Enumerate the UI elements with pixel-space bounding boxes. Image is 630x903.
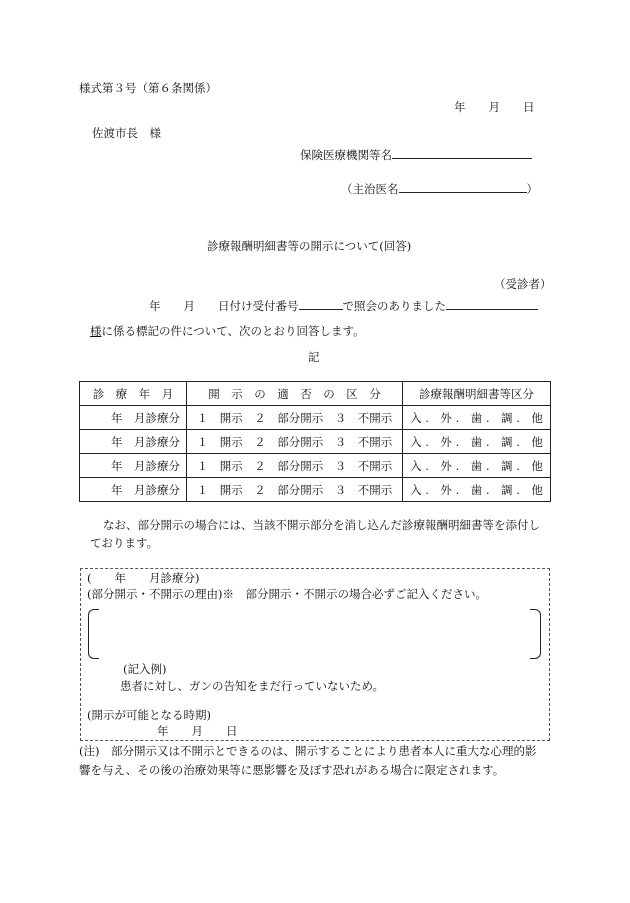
inquiry-middle: で照会のありました	[342, 299, 446, 313]
example-label: (記入例)	[123, 662, 167, 676]
institution-blank-line	[392, 146, 532, 159]
reply-line	[90, 323, 365, 339]
disclosure-decision-cell: １ 開示 ２ 部分開示 ３ 不開示	[187, 478, 403, 502]
doctor-blank-line	[399, 180, 527, 193]
table-row	[80, 430, 551, 454]
date-line: 年 月 日	[454, 100, 535, 114]
doctor-name-field	[341, 180, 538, 197]
treatment-month-cell: 年 月診療分	[80, 454, 187, 478]
partial-disclosure-note-line2: ております。	[90, 536, 159, 550]
table-row	[80, 406, 551, 430]
ki-heading: 記	[308, 350, 320, 364]
reply-text: に係る標記の件について、次のとおり回答します。	[101, 324, 365, 338]
partial-disclosure-note-line1: なお、部分開示の場合には、当該不開示部分を消し込んだ診療報酬明細書等を添付し	[103, 518, 540, 532]
statement-category-cell: 入 . 外 . 歯 . 調 . 他	[403, 478, 551, 502]
table-row	[80, 454, 551, 478]
inquiry-line	[149, 297, 538, 314]
doctor-label-open: （主治医名	[341, 182, 399, 196]
disclosure-decision-cell: １ 開示 ２ 部分開示 ３ 不開示	[187, 406, 403, 430]
header-disclosure-decision: 開 示 の 適 否 の 区 分	[187, 382, 403, 406]
disclosure-decision-cell: １ 開示 ２ 部分開示 ３ 不開示	[187, 454, 403, 478]
treatment-month-cell: 年 月診療分	[80, 430, 187, 454]
table-header-row	[80, 382, 551, 406]
footnote-line2: 響を与え、その後の治療効果等に悪影響を及ぼす恐れがある場合に限定されます。	[79, 763, 505, 777]
doctor-label-close: ）	[526, 182, 538, 196]
reason-bracket-right	[530, 609, 541, 659]
institution-label: 保険医療機関等名	[300, 148, 392, 162]
treatment-month-cell: 年 月診療分	[80, 478, 187, 502]
patient-label: （受診者）	[494, 277, 552, 291]
statement-category-cell: 入 . 外 . 歯 . 調 . 他	[403, 430, 551, 454]
possible-time-label: (開示が可能となる時期)	[87, 708, 211, 722]
treatment-month-cell: 年 月診療分	[80, 406, 187, 430]
example-text: 患者に対し、ガンの告知をまだ行っていないため。	[120, 679, 385, 693]
addressee: 佐渡市長 様	[92, 126, 161, 140]
statement-category-cell: 入 . 外 . 歯 . 調 . 他	[403, 454, 551, 478]
possible-time-date: 年 月 日	[157, 724, 238, 738]
reason-bracket-left	[88, 609, 99, 659]
header-treatment-month: 診 療 年 月	[80, 382, 187, 406]
disclosure-decision-cell: １ 開示 ２ 部分開示 ３ 不開示	[187, 430, 403, 454]
inquiry-date-part: 年 月 日付け受付番号	[149, 299, 299, 313]
patient-name-blank	[446, 297, 538, 310]
receipt-number-blank	[299, 297, 343, 310]
footnote-line1: (注) 部分開示又は不開示とできるのは、開示することにより患者本人に重大な心理的影	[79, 744, 537, 758]
document-title: 診療報酬明細書等の開示について(回答)	[207, 239, 412, 253]
table-row	[80, 478, 551, 502]
form-number: 様式第３号（第６条関係）	[79, 81, 217, 95]
reason-label: (部分開示・不開示の理由)※ 部分開示・不開示の場合必ずご記入ください。	[87, 587, 487, 601]
reply-sama: 様	[90, 324, 102, 338]
statement-category-cell: 入 . 外 . 歯 . 調 . 他	[403, 406, 551, 430]
reason-box-period: ( 年 月診療分)	[87, 571, 200, 585]
institution-name-field	[300, 146, 532, 163]
header-statement-category: 診療報酬明細書等区分	[403, 382, 551, 406]
disclosure-table	[79, 381, 551, 502]
